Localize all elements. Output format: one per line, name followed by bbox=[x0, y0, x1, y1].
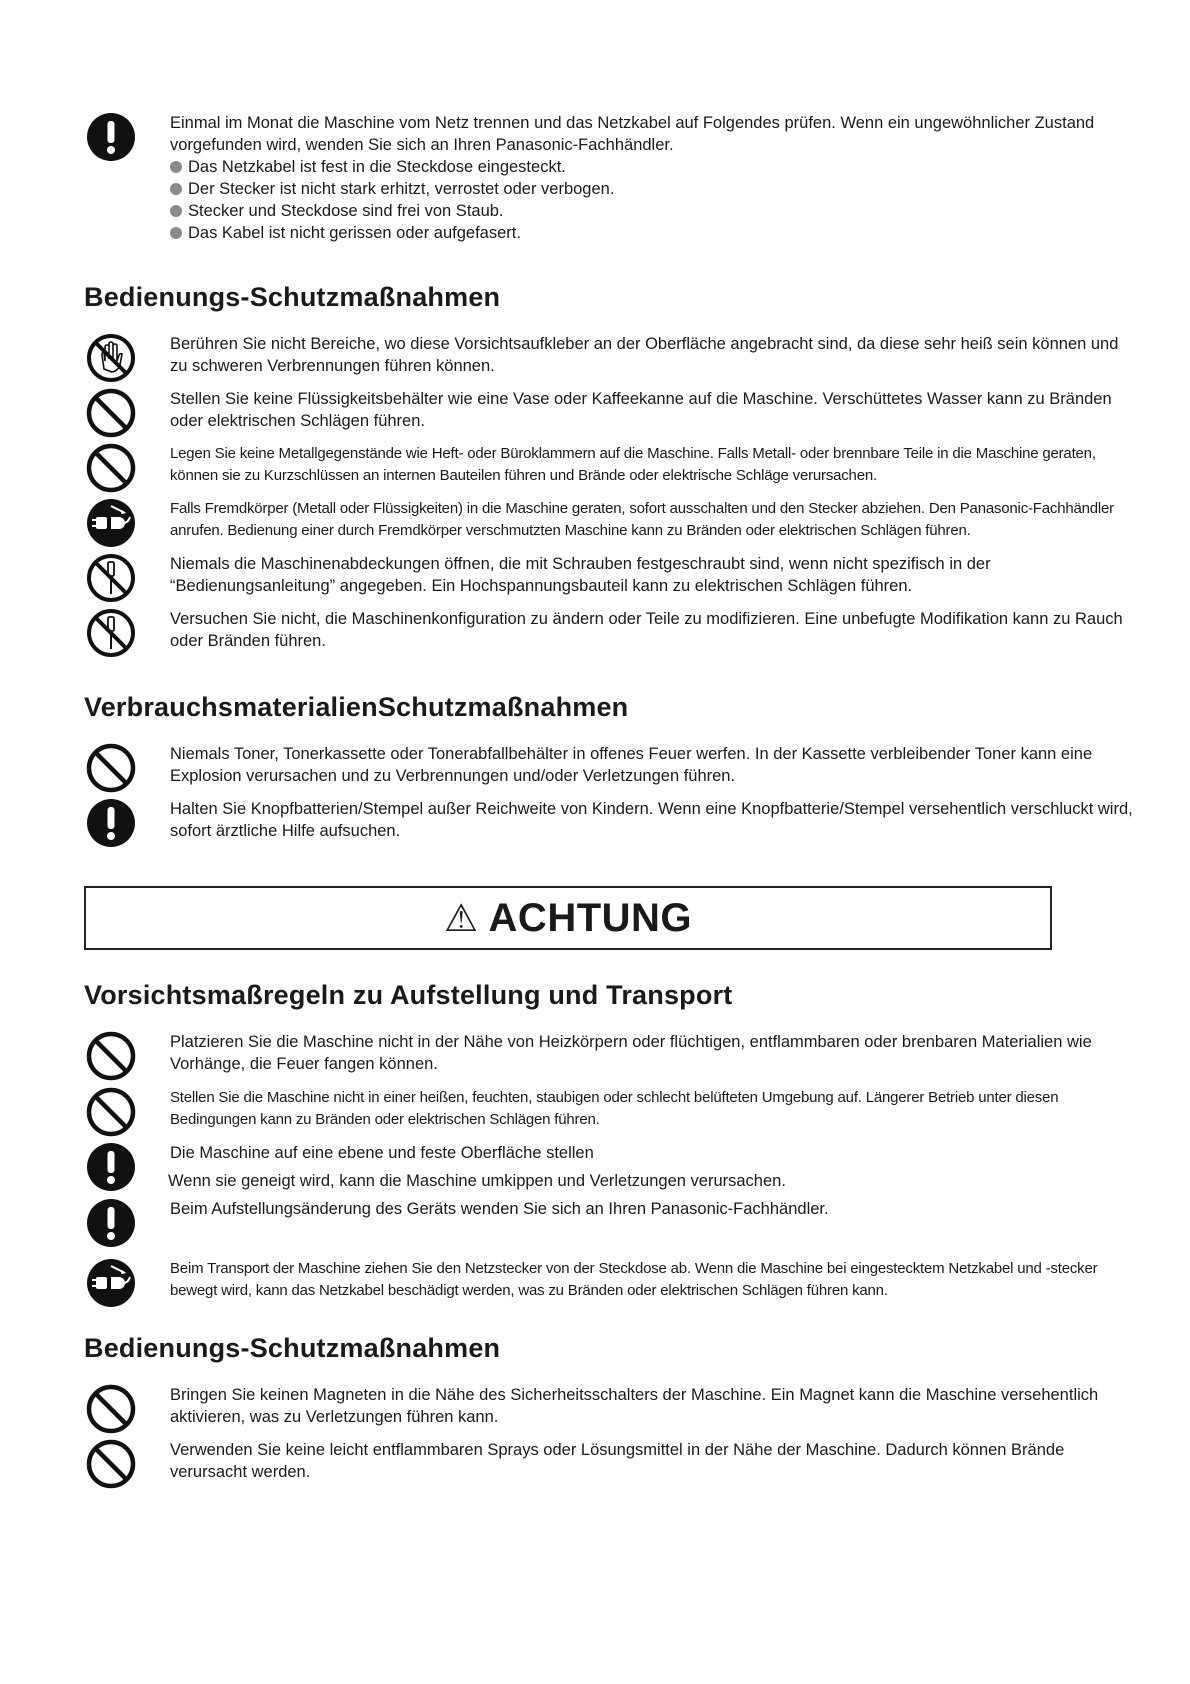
prohibited-icon bbox=[86, 388, 136, 438]
safety-text bbox=[168, 1142, 1140, 1190]
prohibited-icon bbox=[86, 1031, 136, 1081]
safety-text: Beim Transport der Maschine ziehen Sie den Netzstecker von der Steckdose ab. Wenn die Maschine bei eingestecktem Netzkabel und -stecker bewegt wird, kann das Netzkabel beschädigt werden, was zu Bränden oder elektrischen Schlägen führen kann. bbox=[170, 1260, 1098, 1299]
safety-text: Legen Sie keine Metallgegenstände wie Heft- oder Büroklammern auf die Maschine. Falls Metall- oder brennbare Teile in die Maschine geraten, können sie zu Kurzschlüssen an internen Bauteilen führen und Brände oder elektrische Schläge verursachen. bbox=[170, 445, 1096, 484]
mandatory-icon bbox=[86, 1142, 136, 1192]
warning-triangle-icon: ⚠ bbox=[443, 897, 479, 940]
safety-text: Berühren Sie nicht Bereiche, wo diese Vorsichtsaufkleber an der Oberfläche angebracht sind, da diese sehr heiß sein können und zu schweren Verbrennungen führen können. bbox=[170, 335, 1119, 375]
safety-text: Stellen Sie die Maschine nicht in einer heißen, feuchten, staubigen oder schlecht belüfteten Umgebung auf. Längerer Betrieb unter diesen Bedingungen kann zu Bränden oder elektrischen Schlägen führen. bbox=[170, 1089, 1059, 1128]
caution-banner bbox=[84, 886, 1052, 950]
safety-text: Falls Fremdkörper (Metall oder Flüssigkeiten) in die Maschine geraten, sofort ausschalten und den Stecker abziehen. Den Panasonic-Fachhändler anrufen. Bedienung einer durch Fremdkörper verschmutzten Maschine kann zu Bränden oder elektrischen Schlägen führen. bbox=[170, 500, 1114, 539]
safety-text: Niemals Toner, Tonerkassette oder Tonerabfallbehälter in offenes Feuer werfen. In der Kassette verbleibender Toner kann eine Explosion verursachen und zu Verbrennungen und/oder Verletzungen führen. bbox=[170, 745, 1093, 785]
safety-text bbox=[170, 112, 1140, 244]
bullet-item: Der Stecker ist nicht stark erhitzt, verrostet oder verbogen. bbox=[170, 178, 1140, 200]
bullet-item: Das Kabel ist nicht gerissen oder aufgefasert. bbox=[170, 222, 1140, 244]
safety-text: Halten Sie Knopfbatterien/Stempel außer Reichweite von Kindern. Wenn eine Knopfbatterie/Stempel versehentlich verschluckt wird, sofort ärztliche Hilfe aufsuchen. bbox=[170, 800, 1133, 840]
mandatory-icon bbox=[86, 112, 136, 162]
no-disassemble-icon bbox=[86, 608, 136, 658]
section-heading: Bedienungs-Schutzmaßnahmen bbox=[84, 282, 501, 312]
safety-text-line: Die Maschine auf eine ebene und feste Oberfläche stellen bbox=[170, 1144, 594, 1162]
caution-label: ACHTUNG bbox=[488, 895, 693, 940]
no-touch-icon bbox=[86, 333, 136, 383]
no-disassemble-icon bbox=[86, 553, 136, 603]
mandatory-icon bbox=[86, 1198, 136, 1248]
safety-text: Platzieren Sie die Maschine nicht in der Nähe von Heizkörpern oder flüchtigen, entflammbaren oder brenbaren Materialien wie Vorhänge, die Feuer fangen können. bbox=[170, 1033, 1092, 1073]
safety-text: Stellen Sie keine Flüssigkeitsbehälter wie eine Vase oder Kaffeekanne auf die Maschine. Verschüttetes Wasser kann zu Bränden oder elektrischen Schlägen führen. bbox=[170, 390, 1112, 430]
intro-text: Einmal im Monat die Maschine vom Netz trennen und das Netzkabel auf Folgendes prüfen. Wenn ein ungewöhnlicher Zustand vorgefunden wird, wenden Sie sich an Ihren Panasonic-Fachhändler. bbox=[170, 114, 1095, 154]
safety-text-line: Wenn sie geneigt wird, kann die Maschine umkippen und Verletzungen verursachen. bbox=[168, 1172, 786, 1190]
prohibited-icon bbox=[86, 1087, 136, 1137]
unplug-icon bbox=[86, 498, 136, 548]
prohibited-icon bbox=[86, 443, 136, 493]
safety-text: Niemals die Maschinenabdeckungen öffnen, die mit Schrauben festgeschraubt sind, wenn nicht spezifisch in der “Bedienungsanleitung” angegeben. Ein Hochspannungsbauteil kann zu elektrischen Schlägen führen. bbox=[170, 555, 991, 595]
section-heading: Bedienungs-Schutzmaßnahmen bbox=[84, 1333, 501, 1363]
mandatory-icon bbox=[86, 798, 136, 848]
prohibited-icon bbox=[86, 1384, 136, 1434]
safety-text: Bringen Sie keinen Magneten in die Nähe des Sicherheitsschalters der Maschine. Ein Magnet kann die Maschine versehentlich aktivieren, was zu Verletzungen führen kann. bbox=[170, 1386, 1099, 1426]
bullet-item: Das Netzkabel ist fest in die Steckdose eingesteckt. bbox=[170, 156, 1140, 178]
safety-text: Verwenden Sie keine leicht entflammbaren Sprays oder Lösungsmittel in der Nähe der Maschine. Dadurch können Brände verursacht werden. bbox=[170, 1441, 1065, 1481]
safety-text: Versuchen Sie nicht, die Maschinenkonfiguration zu ändern oder Teile zu modifizieren. Eine unbefugte Modifikation kann zu Rauch oder Bränden führen. bbox=[170, 610, 1123, 650]
section-heading: Vorsichtsmaßregeln zu Aufstellung und Transport bbox=[84, 980, 733, 1010]
safety-text: Beim Aufstellungsänderung des Geräts wenden Sie sich an Ihren Panasonic-Fachhändler. bbox=[170, 1200, 829, 1218]
section-heading: VerbrauchsmaterialienSchutzmaßnahmen bbox=[84, 692, 629, 722]
bullet-item: Stecker und Steckdose sind frei von Staub. bbox=[170, 200, 1140, 222]
unplug-icon bbox=[86, 1258, 136, 1308]
prohibited-icon bbox=[86, 1439, 136, 1489]
prohibited-icon bbox=[86, 743, 136, 793]
